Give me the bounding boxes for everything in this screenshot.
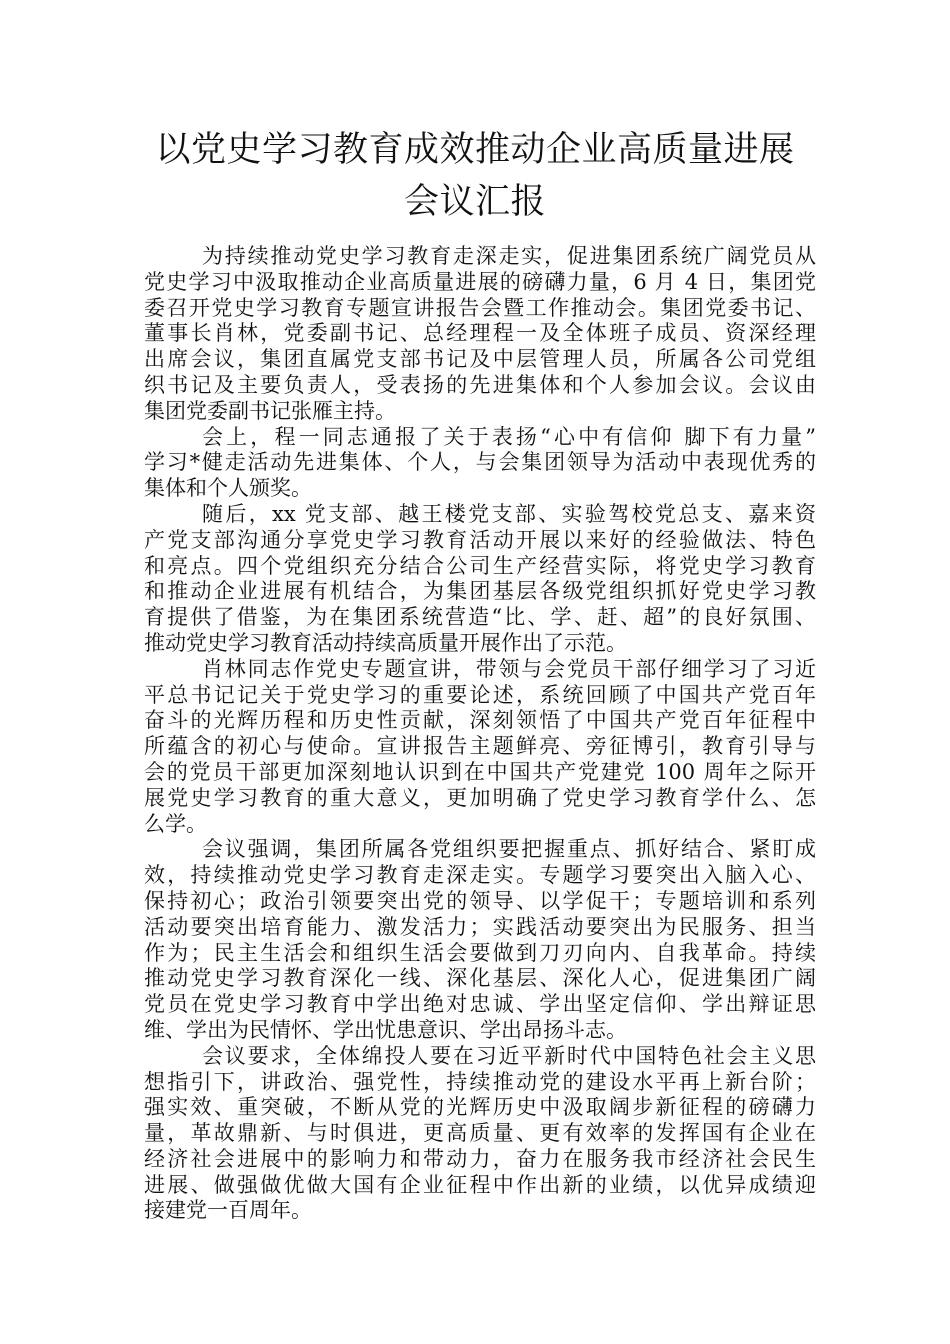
paragraph-line: 维、学出为民情怀、学出忧患意识、学出昂扬斗志。 xyxy=(144,1017,627,1042)
paragraph-line: 为持续推动党史学习教育走深走实，促进集团系统广阔党员从 xyxy=(202,244,816,268)
paragraph-line: 集体和个人颁奖。 xyxy=(144,476,312,501)
paragraph-line: 奋斗的光辉历程和历史性贡献，深刻领悟了中国共产党百年征程中 xyxy=(144,708,816,733)
paragraph-line: 产党支部沟通分享党史学习教育活动开展以来好的经验做法、特色 xyxy=(144,527,816,552)
paragraph-line: 接建党一百周年。 xyxy=(144,1198,312,1223)
paragraph-line: 作为；民主生活会和组织生活会要做到刀刃向内、自我革命。持续 xyxy=(144,940,816,965)
title-line-2: 会议汇报 xyxy=(403,182,546,222)
body-paragraph xyxy=(144,502,816,657)
paragraph-line: 量，革故鼎新、与时俱进，更高质量、更有效率的发挥国有企业在 xyxy=(144,1121,816,1146)
paragraph-line: 强实效、重突破，不断从党的光辉历史中汲取阔步新征程的磅礴力 xyxy=(144,1095,816,1120)
paragraph-line: 委召开党史学习教育专题宣讲报告会暨工作推动会。集团党委书记、 xyxy=(144,295,816,320)
paragraph-line: 平总书记记关于党史学习的重要论述，系统回顾了中国共产党百年 xyxy=(144,682,816,707)
paragraph-line: 学习*健走活动先进集体、个人，与会集团领导为活动中表现优秀的 xyxy=(144,450,816,475)
body-paragraph xyxy=(144,1044,816,1225)
paragraph-line: 会议强调，集团所属各党组织要把握重点、抓好结合、紧盯成 xyxy=(202,837,816,862)
paragraph-line: 随后，xx 党支部、越王楼党支部、实验驾校党总支、嘉来资 xyxy=(202,501,816,526)
paragraph-line: 会的党员干部更加深刻地认识到在中国共产党建党 100 周年之际开 xyxy=(144,759,816,784)
paragraph-line: 会上，程一同志通报了关于表扬“心中有信仰 脚下有力量” xyxy=(202,424,816,449)
paragraph-line: 展党史学习教育的重大意义，更加明确了党史学习教育学什么、怎 xyxy=(144,785,816,810)
paragraph-line: 党史学习中汲取推动企业高质量进展的磅礴力量，6 月 4 日，集团党 xyxy=(144,269,816,294)
paragraph-line: 出席会议，集团直属党支部书记及中层管理人员，所属各公司党组 xyxy=(144,347,816,372)
paragraph-line: 么学。 xyxy=(144,811,207,836)
paragraph-line: 董事长肖林，党委副书记、总经理程一及全体班子成员、资深经理 xyxy=(144,321,816,346)
paragraph-line: 进展、做强做优做大国有企业征程中作出新的业绩，以优异成绩迎 xyxy=(144,1172,816,1197)
paragraph-line: 和推动企业进展有机结合，为集团基层各级党组织抓好党史学习教 xyxy=(144,579,816,604)
body-paragraph xyxy=(144,425,816,502)
paragraph-line: 推动党史学习教育深化一线、深化基层、深化人心，促进集团广阔 xyxy=(144,966,816,991)
paragraph-line: 推动党史学习教育活动持续高质量开展作出了示范。 xyxy=(144,630,627,655)
paragraph-line: 活动要突出培育能力、激发活力；实践活动要突出为民服务、担当 xyxy=(144,914,816,939)
paragraph-line: 效，持续推动党史学习教育走深走实。专题学习要突出入脑入心、 xyxy=(144,863,816,888)
paragraph-line: 所蕴含的初心与使命。宣讲报告主题鲜亮、旁征博引，教育引导与 xyxy=(144,734,816,759)
paragraph-line: 会议要求，全体绵投人要在习近平新时代中国特色社会主义思 xyxy=(202,1043,816,1068)
paragraph-line: 肖林同志作党史专题宣讲，带领与会党员干部仔细学习了习近 xyxy=(202,656,816,681)
paragraph-line: 党员在党史学习教育中学出绝对忠诚、学出坚定信仰、学出辩证思 xyxy=(144,992,816,1017)
paragraph-line: 和亮点。四个党组织充分结合公司生产经营实际，将党史学习教育 xyxy=(144,553,816,578)
document-body xyxy=(144,244,816,1224)
paragraph-line: 保持初心；政治引领要突出党的领导、以学促干；专题培训和系列 xyxy=(144,888,816,913)
body-paragraph xyxy=(144,244,816,425)
paragraph-line: 织书记及主要负责人，受表扬的先进集体和个人参加会议。会议由 xyxy=(144,372,816,397)
body-paragraph xyxy=(144,657,816,838)
paragraph-line: 育提供了借鉴，为在集团系统营造“比、学、赶、超”的良好氛围、 xyxy=(144,605,816,630)
paragraph-line: 经济社会进展中的影响力和带动力，奋力在服务我市经济社会民生 xyxy=(144,1146,816,1171)
title-line-1: 以党史学习教育成效推动企业高质量进展 xyxy=(155,130,795,170)
paragraph-line: 想指引下，讲政治、强党性，持续推动党的建设水平再上新台阶； xyxy=(144,1069,816,1094)
paragraph-line: 集团党委副书记张雁主持。 xyxy=(144,398,396,423)
document-title xyxy=(140,124,810,228)
body-paragraph xyxy=(144,837,816,1043)
